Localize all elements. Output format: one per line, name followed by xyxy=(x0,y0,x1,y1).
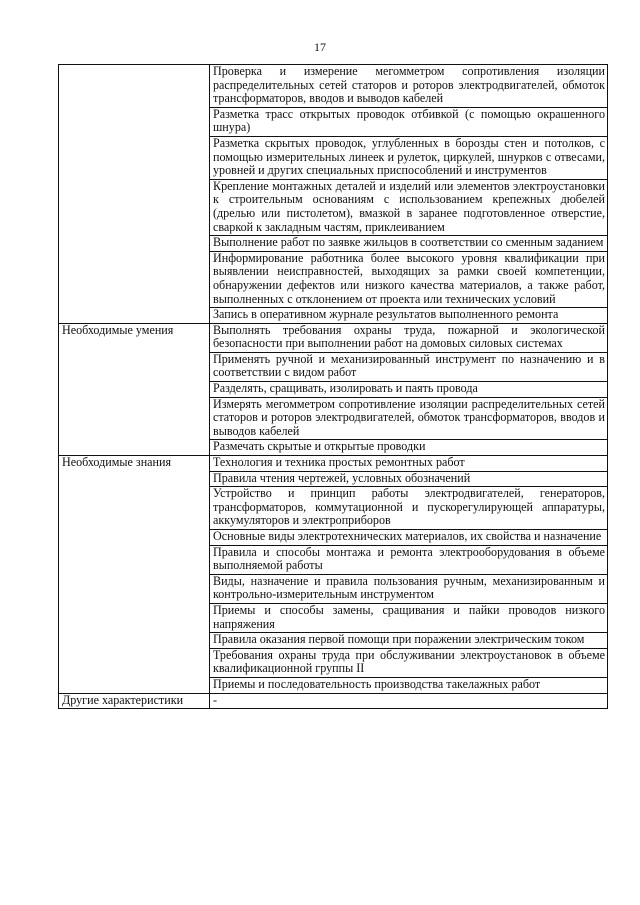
requirement-item: Приемы и способы замены, сращивания и пайки проводов низкого напряжения xyxy=(210,603,608,632)
section-label-knowledge: Необходимые знания xyxy=(59,456,210,694)
section-label-skills: Необходимые умения xyxy=(59,323,210,455)
requirement-item: Выполнять требования охраны труда, пожарной и экологической безопасности при выполнении работ на домовых силовых системах xyxy=(210,323,608,352)
table-row xyxy=(59,456,608,472)
requirement-item: Устройство и принцип работы электродвигателей, генераторов, трансформаторов, коммутационной и пускорегулирующей аппаратуры, аккумуляторов и электроприборов xyxy=(210,487,608,530)
requirement-item: Требования охраны труда при обслуживании электроустановок в объеме квалификационной группы II xyxy=(210,648,608,677)
requirement-item: Правила и способы монтажа и ремонта электрооборудования в объеме выполняемой работы xyxy=(210,545,608,574)
requirement-item: Технология и техника простых ремонтных работ xyxy=(210,456,608,472)
requirement-item: Разделять, сращивать, изолировать и паять провода xyxy=(210,382,608,398)
table-row xyxy=(59,323,608,352)
section-label xyxy=(59,65,210,324)
requirement-item: Применять ручной и механизированный инструмент по назначению и в соответствии с видом работ xyxy=(210,352,608,381)
requirement-item: Основные виды электротехнических материалов, их свойства и назначение xyxy=(210,530,608,546)
requirement-item: Проверка и измерение мегомметром сопротивления изоляции распределительных сетей статоров и роторов электродвигателей, обмоток трансформаторов, вводов и выводов кабелей xyxy=(210,65,608,108)
requirement-item: Приемы и последовательность производства такелажных работ xyxy=(210,677,608,693)
requirement-item: Виды, назначение и правила пользования ручным, механизированным и контрольно-измерительным инструментом xyxy=(210,574,608,603)
requirement-item: - xyxy=(210,693,608,709)
requirement-item: Выполнение работ по заявке жильцов в соответствии со сменным заданием xyxy=(210,236,608,252)
requirement-item: Крепление монтажных деталей и изделий или элементов электроустановки к строительным основаниям с использованием крепежных дюбелей (дрелью или пистолетом), вмазкой в заранее подготовленное отверстие, сваркой к закладным частям, приклеиванием xyxy=(210,179,608,235)
table-row xyxy=(59,693,608,709)
requirement-item: Правила чтения чертежей, условных обозначений xyxy=(210,471,608,487)
page-number: 17 xyxy=(314,40,326,54)
requirement-item: Запись в оперативном журнале результатов выполненного ремонта xyxy=(210,308,608,324)
job-requirements-table xyxy=(58,64,608,709)
requirement-item: Правила оказания первой помощи при поражении электрическим током xyxy=(210,633,608,649)
requirement-item: Информирование работника более высокого уровня квалификации при выявлении неисправностей, выходящих за рамки своей компетенции, обнаружении дефектов или низкого качества материалов, а также работ, выполненных с отклонением от проекта или технических условий xyxy=(210,251,608,307)
requirement-item: Измерять мегомметром сопротивление изоляции распределительных сетей статоров и роторов электродвигателей, обмоток трансформаторов, вводов и выводов кабелей xyxy=(210,397,608,440)
section-label-other: Другие характеристики xyxy=(59,693,210,709)
requirement-item: Разметка скрытых проводок, углубленных в борозды стен и потолков, с помощью измерительных линеек и рулеток, циркулей, шнурков с отвесами, уровней и других специальных приспособлений и инструментов xyxy=(210,136,608,179)
table-row xyxy=(59,65,608,108)
requirement-item: Размечать скрытые и открытые проводки xyxy=(210,440,608,456)
requirement-item: Разметка трасс открытых проводок отбивкой (с помощью окрашенного шнура) xyxy=(210,107,608,136)
